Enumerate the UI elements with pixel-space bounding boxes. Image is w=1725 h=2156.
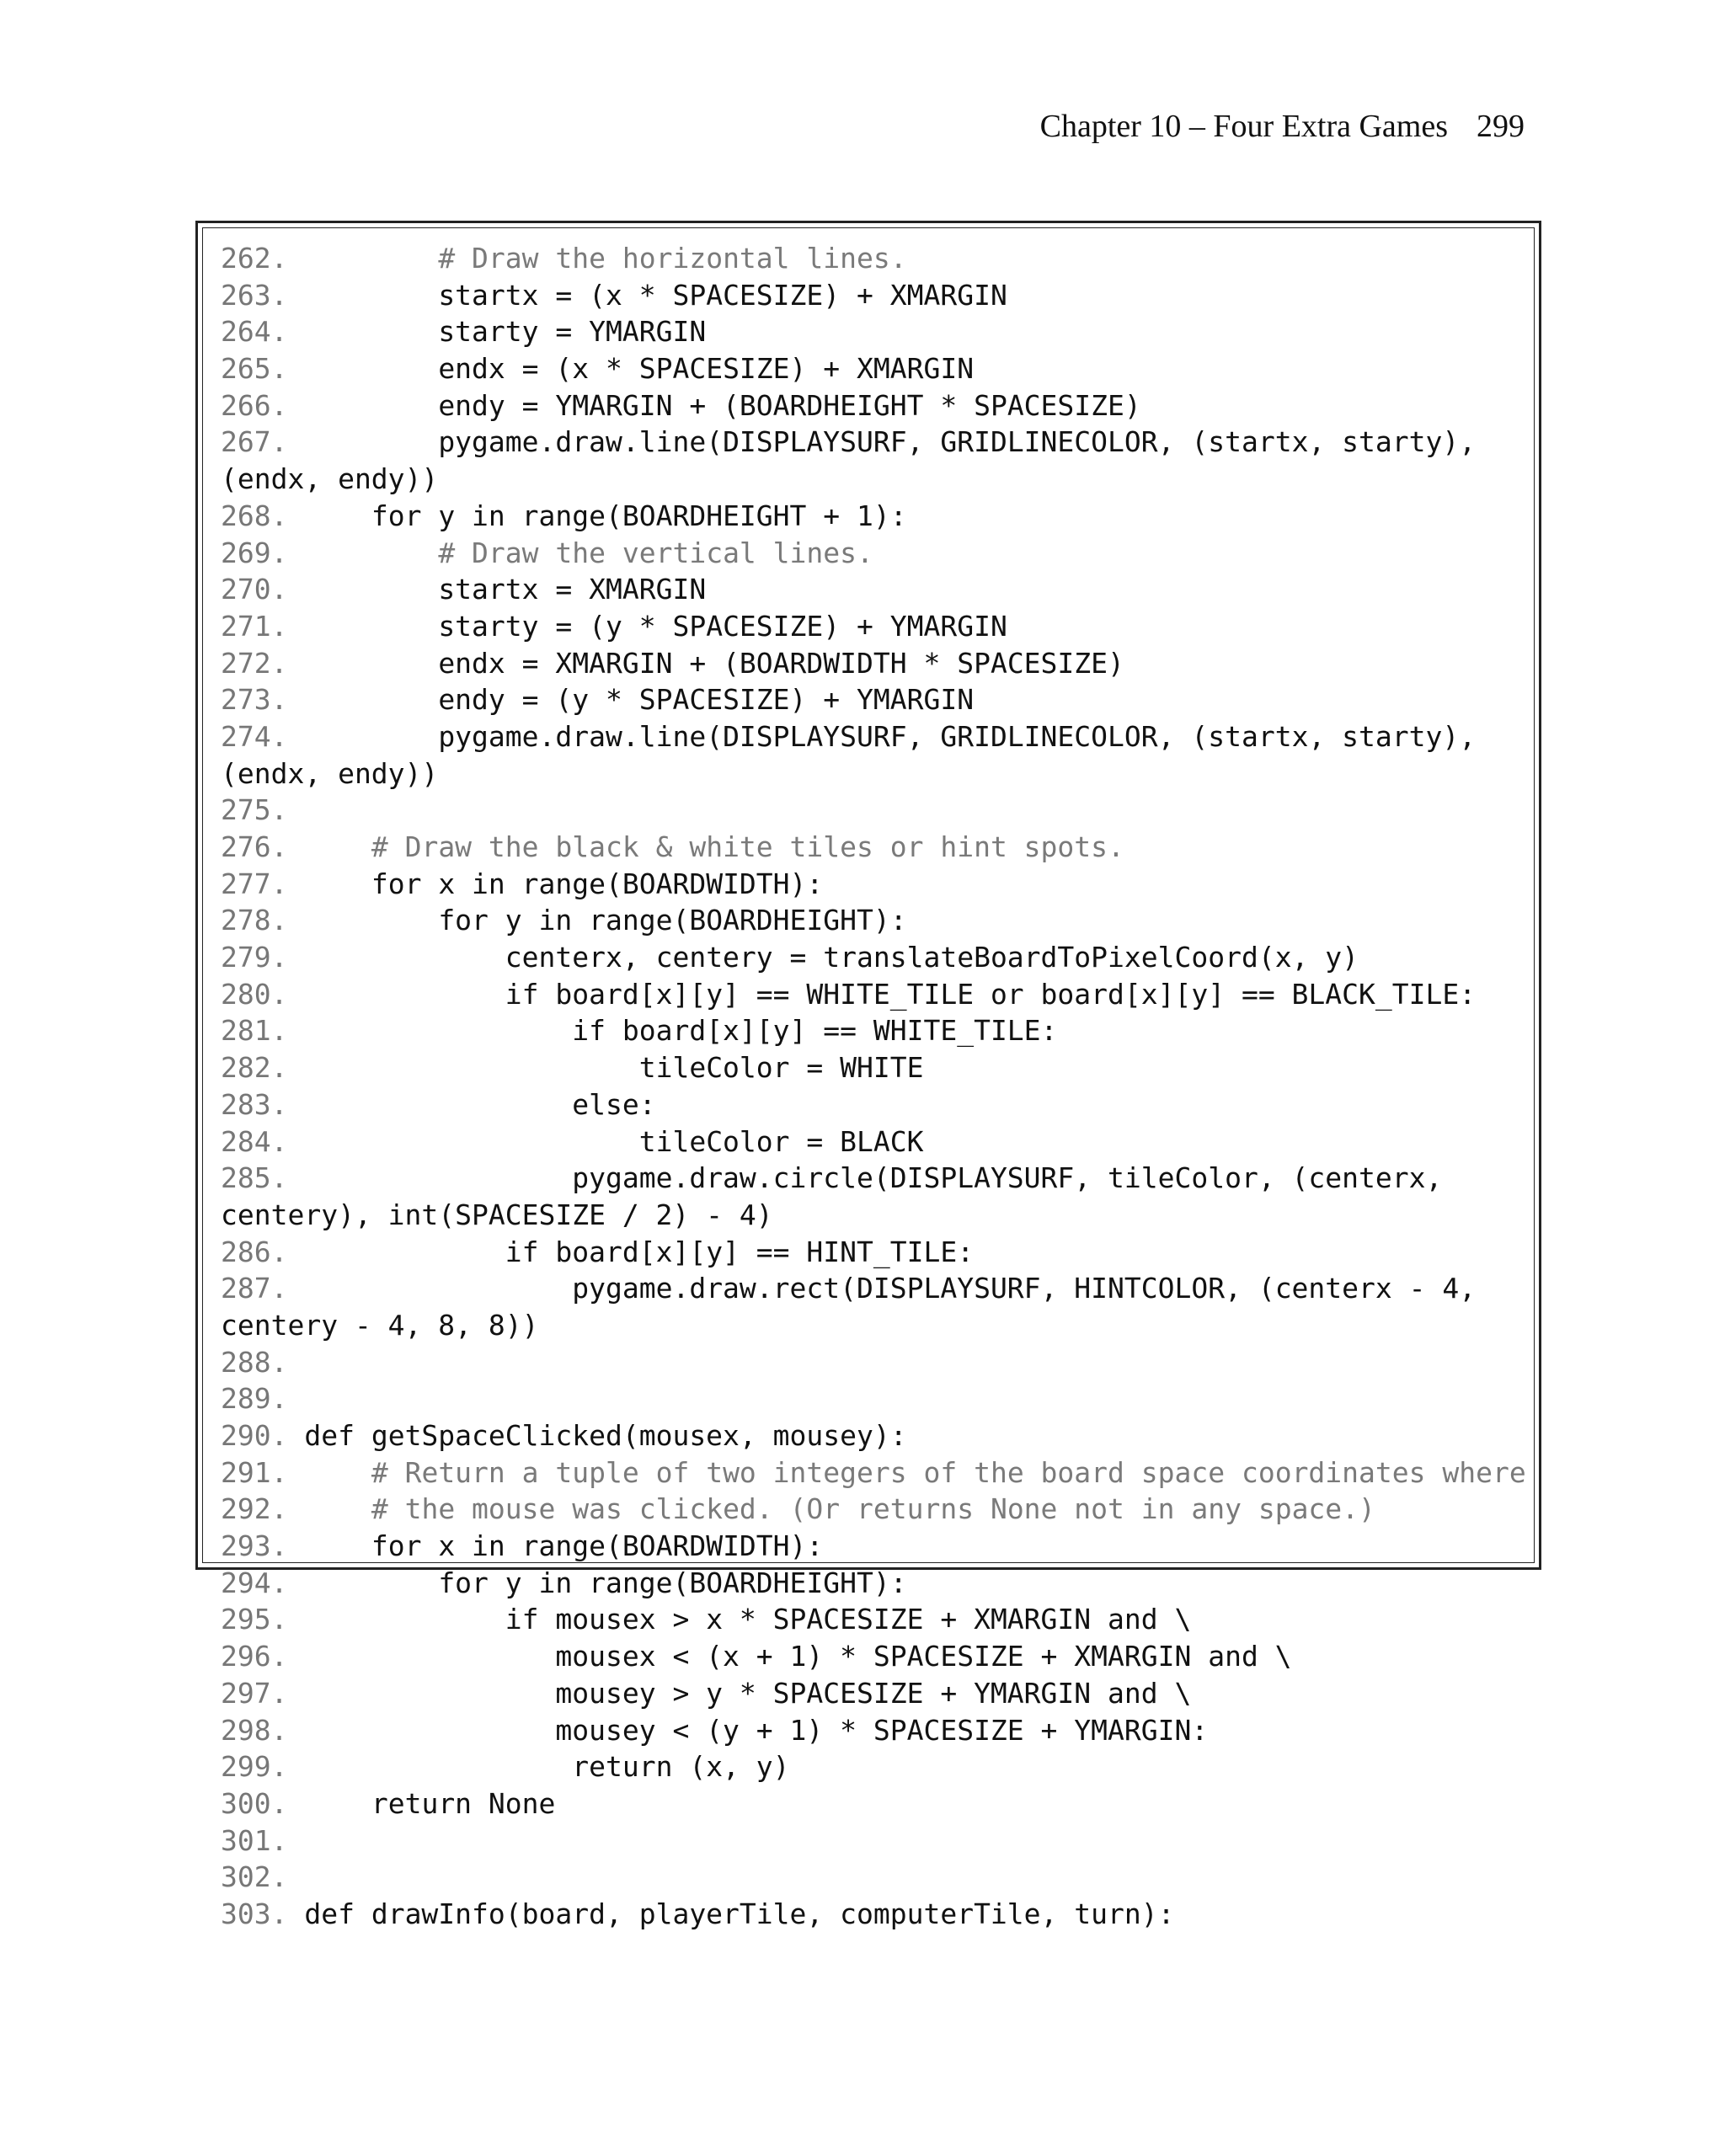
code-indent [304, 536, 438, 569]
code-line [221, 1748, 1526, 1785]
code-line [221, 1822, 1526, 1860]
code-text: mousey < (y + 1) * SPACESIZE + YMARGIN: [555, 1713, 1209, 1747]
code-text: if board[x][y] == WHITE_TILE or board[x][y] == BLACK_TILE: [505, 977, 1477, 1011]
code-indent [304, 904, 438, 937]
code-indent [304, 941, 505, 974]
line-number: 286. [221, 1235, 288, 1268]
line-number: 271. [221, 609, 288, 643]
code-line [221, 829, 1526, 866]
line-number: 280. [221, 977, 288, 1011]
line-number: 287. [221, 1272, 288, 1305]
line-number: 263. [221, 278, 288, 312]
code-text: (endx, endy)) [221, 462, 439, 496]
code-text: def drawInfo(board, playerTile, computerTile, turn): [304, 1897, 1175, 1930]
line-number: 274. [221, 719, 288, 753]
code-line [221, 1491, 1526, 1528]
line-number: 262. [221, 242, 288, 275]
chapter-title: Chapter 10 – Four Extra Games [1039, 109, 1448, 144]
line-number: 281. [221, 1014, 288, 1048]
code-text: for x in range(BOARDWIDTH): [371, 867, 824, 900]
line-number: 282. [221, 1051, 288, 1085]
code-line [221, 1380, 1526, 1417]
code-text: if board[x][y] == HINT_TILE: [505, 1235, 975, 1268]
running-head [1040, 108, 1525, 145]
code-comment: # the mouse was clicked. (Or returns None not in any space.) [371, 1492, 1375, 1526]
code-line [221, 645, 1526, 682]
code-line [221, 1344, 1526, 1381]
line-number: 277. [221, 867, 288, 900]
code-text: for y in range(BOARDHEIGHT): [438, 904, 907, 937]
code-listing-frame [195, 221, 1541, 1930]
code-text: mousex < (x + 1) * SPACESIZE + XMARGIN and \ [555, 1640, 1292, 1673]
line-number: 293. [221, 1529, 288, 1563]
code-line [221, 1086, 1526, 1123]
code-line [221, 939, 1526, 976]
code-indent [304, 1235, 505, 1268]
line-number: 276. [221, 830, 288, 863]
code-text: startx = XMARGIN [438, 573, 707, 606]
code-indent [304, 315, 438, 348]
code-text: for y in range(BOARDHEIGHT): [438, 1566, 907, 1599]
code-line [221, 1049, 1526, 1086]
code-indent [304, 242, 438, 275]
code-line [221, 681, 1526, 718]
code-line [221, 571, 1526, 608]
code-indent [304, 830, 371, 863]
line-number: 291. [221, 1455, 288, 1489]
code-indent [304, 1714, 555, 1747]
code-text: if mousex > x * SPACESIZE + XMARGIN and \ [505, 1603, 1192, 1636]
code-line [221, 976, 1526, 1013]
code-indent [304, 1161, 572, 1194]
code-line [221, 313, 1526, 350]
code-line [221, 498, 1526, 535]
code-line [221, 1234, 1526, 1271]
code-indent [304, 352, 438, 385]
code-indent [304, 1456, 371, 1489]
code-comment: # Draw the horizontal lines. [438, 242, 907, 275]
code-text: pygame.draw.circle(DISPLAYSURF, tileColor, (centerx, [572, 1161, 1443, 1195]
code-text: pygame.draw.rect(DISPLAYSURF, HINTCOLOR, (centerx - 4, [572, 1272, 1477, 1305]
line-number: 301. [221, 1823, 288, 1857]
code-text: return (x, y) [572, 1750, 790, 1784]
line-number: 302. [221, 1860, 288, 1894]
code-line [221, 866, 1526, 903]
code-text: for x in range(BOARDWIDTH): [371, 1529, 824, 1563]
code-line [221, 1565, 1526, 1602]
line-number: 270. [221, 573, 288, 606]
code-line [221, 277, 1526, 314]
line-number: 272. [221, 646, 288, 680]
line-number: 298. [221, 1713, 288, 1747]
line-number: 264. [221, 315, 288, 349]
line-number: 292. [221, 1492, 288, 1526]
code-line [221, 1859, 1526, 1896]
code-text: starty = (y * SPACESIZE) + YMARGIN [438, 609, 1007, 643]
code-line [221, 1675, 1526, 1712]
code-line [221, 1785, 1526, 1822]
code-text: return None [371, 1786, 556, 1820]
line-number: 303. [221, 1897, 288, 1930]
code-line [221, 1454, 1526, 1492]
page-number: 299 [1477, 109, 1525, 144]
code-text: endx = (x * SPACESIZE) + XMARGIN [438, 352, 975, 386]
code-text: endy = YMARGIN + (BOARDHEIGHT * SPACESIZE) [438, 388, 1141, 422]
code-indent [304, 1640, 555, 1673]
line-number: 269. [221, 536, 288, 569]
code-text: def getSpaceClicked(mousex, mousey): [304, 1419, 907, 1452]
code-line [221, 792, 1526, 829]
line-number: 297. [221, 1676, 288, 1710]
code-text: endx = XMARGIN + (BOARDWIDTH * SPACESIZE) [438, 646, 1124, 680]
code-indent [304, 1566, 438, 1599]
code-indent [304, 978, 505, 1011]
code-indent [304, 1603, 505, 1636]
code-comment: # Draw the vertical lines. [438, 536, 873, 569]
code-indent [304, 1014, 572, 1047]
code-indent [304, 647, 438, 680]
code-indent [304, 720, 438, 753]
code-line [221, 1123, 1526, 1161]
code-text: (endx, endy)) [221, 756, 439, 790]
line-number: 265. [221, 352, 288, 386]
code-line [221, 1307, 1526, 1344]
code-line [221, 1638, 1526, 1675]
code-text: pygame.draw.line(DISPLAYSURF, GRIDLINECOLOR, (startx, starty), [438, 425, 1477, 459]
line-number: 300. [221, 1786, 288, 1820]
code-indent [304, 1750, 572, 1783]
code-line [221, 1528, 1526, 1565]
line-number: 294. [221, 1566, 288, 1599]
line-number: 295. [221, 1603, 288, 1636]
line-number: 289. [221, 1382, 288, 1416]
line-number: 284. [221, 1124, 288, 1158]
code-indent [304, 867, 371, 900]
code-indent [304, 1787, 371, 1820]
code-listing [221, 240, 1526, 1933]
line-number: 266. [221, 388, 288, 422]
code-text: centery - 4, 8, 8)) [221, 1308, 539, 1342]
code-line [221, 608, 1526, 645]
code-indent [304, 425, 438, 458]
line-number: 285. [221, 1161, 288, 1195]
code-indent [304, 573, 438, 606]
code-line [221, 350, 1526, 387]
code-text: endy = (y * SPACESIZE) + YMARGIN [438, 683, 975, 717]
code-indent [304, 1272, 572, 1305]
code-line [221, 1417, 1526, 1454]
line-number: 283. [221, 1087, 288, 1121]
line-number: 278. [221, 904, 288, 937]
code-comment: # Return a tuple of two integers of the board space coordinates where [371, 1455, 1526, 1489]
code-line [221, 1896, 1526, 1933]
code-line [221, 1712, 1526, 1749]
line-number: 288. [221, 1345, 288, 1379]
code-indent [304, 279, 438, 312]
line-number: 267. [221, 425, 288, 459]
code-text: centerx, centery = translateBoardToPixelCoord(x, y) [505, 941, 1359, 974]
code-line [221, 461, 1526, 498]
line-number: 279. [221, 941, 288, 974]
code-indent [304, 1088, 572, 1121]
line-number: 275. [221, 793, 288, 827]
code-line [221, 240, 1526, 277]
code-comment: # Draw the black & white tiles or hint spots. [371, 830, 1124, 863]
code-line [221, 535, 1526, 572]
code-text: for y in range(BOARDHEIGHT + 1): [371, 499, 907, 532]
code-text: mousey > y * SPACESIZE + YMARGIN and \ [555, 1676, 1192, 1710]
code-indent [304, 1125, 638, 1158]
code-text: else: [572, 1087, 656, 1121]
code-indent [304, 1529, 371, 1562]
code-line [221, 718, 1526, 755]
code-text: tileColor = WHITE [638, 1051, 924, 1085]
code-indent [304, 1051, 638, 1084]
code-line [221, 755, 1526, 792]
line-number: 290. [221, 1419, 288, 1452]
code-text: if board[x][y] == WHITE_TILE: [572, 1014, 1058, 1048]
line-number: 296. [221, 1640, 288, 1673]
line-number: 299. [221, 1750, 288, 1784]
code-line [221, 902, 1526, 939]
code-line [221, 1160, 1526, 1197]
code-text: centery), int(SPACESIZE / 2) - 4) [221, 1198, 773, 1231]
code-text: starty = YMARGIN [438, 315, 707, 349]
code-indent [304, 1492, 371, 1525]
line-number: 273. [221, 683, 288, 717]
code-indent [304, 683, 438, 716]
code-text: pygame.draw.line(DISPLAYSURF, GRIDLINECOLOR, (startx, starty), [438, 719, 1477, 753]
code-line [221, 1197, 1526, 1234]
code-text: startx = (x * SPACESIZE) + XMARGIN [438, 278, 1007, 312]
code-line [221, 1270, 1526, 1307]
code-line [221, 387, 1526, 424]
code-line [221, 424, 1526, 461]
code-indent [304, 389, 438, 422]
code-indent [304, 1677, 555, 1710]
line-number: 268. [221, 499, 288, 532]
code-text: tileColor = BLACK [638, 1124, 924, 1158]
code-line [221, 1601, 1526, 1638]
code-indent [304, 610, 438, 643]
code-line [221, 1012, 1526, 1049]
code-indent [304, 499, 371, 532]
